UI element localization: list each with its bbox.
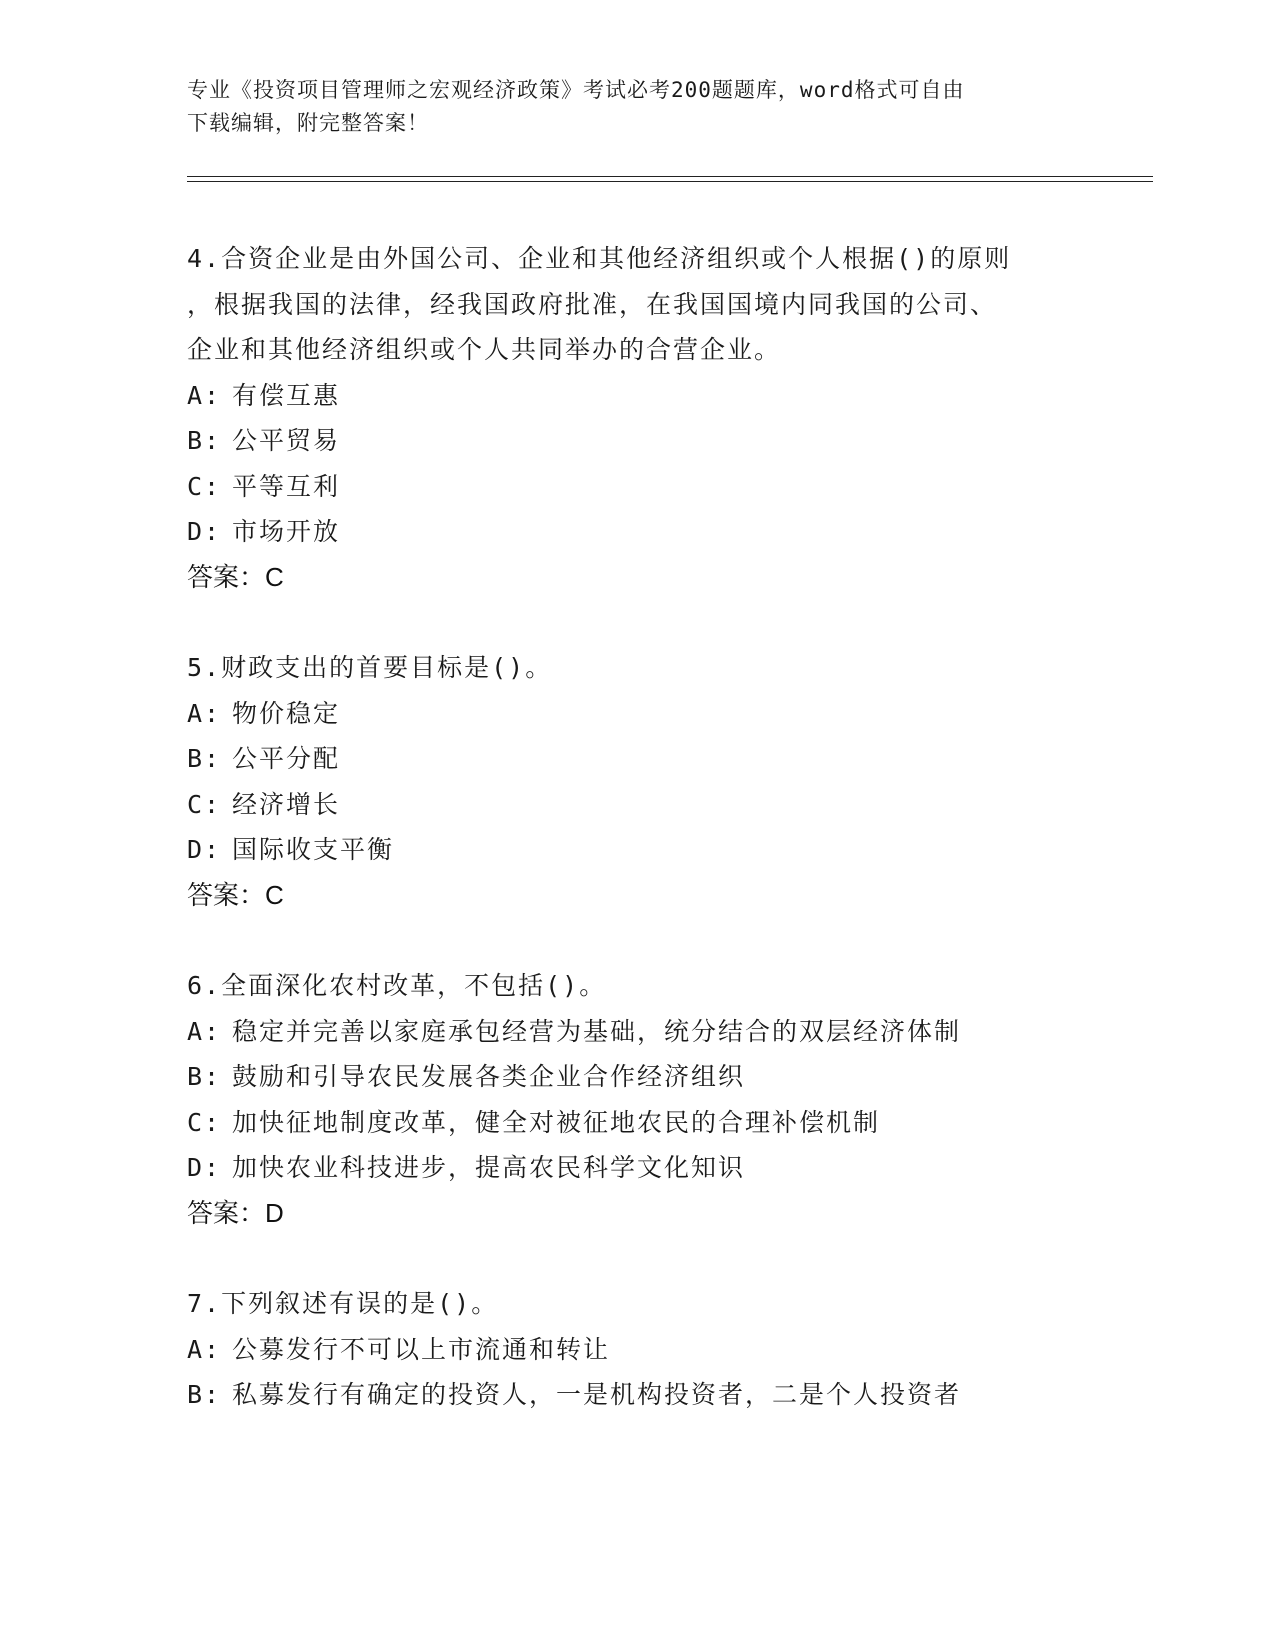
option-b [187,418,1087,464]
question-stem-line: 企业和其他经济组织或个人共同举办的合营企业。 [187,335,782,364]
option-letter: C: [187,789,222,819]
question-stem-line: 6.全面深化农村改革，不包括()。 [187,971,607,1000]
option-letter: D: [187,517,222,546]
option-text: 稳定并完善以家庭承包经营为基础，统分结合的双层经济体制 [232,1016,962,1046]
answer-line: 答案：C [187,879,284,910]
option-text: 经济增长 [232,789,341,819]
option-text: 鼓励和引导农民发展各类企业合作经济组织 [232,1062,746,1091]
option-letter: A: [187,698,222,728]
option-b [187,736,1087,782]
option-text: 市场开放 [232,517,341,546]
option-d [187,827,1087,873]
option-letter: A: [187,380,222,410]
question-stem-line: ，根据我国的法律，经我国政府批准，在我国国境内同我国的公司、 [187,289,998,319]
option-letter: C: [187,1107,222,1137]
option-a [187,1009,1087,1055]
option-text: 平等互利 [232,471,341,501]
question-4 [187,236,1087,600]
option-a [187,373,1087,419]
question-7 [187,1281,1087,1418]
option-letter: B: [187,744,222,773]
question-stem-line: 7.下列叙述有误的是()。 [187,1289,499,1318]
option-letter: C: [187,471,222,501]
option-text: 有偿互惠 [232,380,341,410]
option-c [187,1100,1087,1146]
option-a [187,691,1087,737]
option-a [187,1327,1087,1373]
option-d [187,509,1087,555]
question-stem-line: 4.合资企业是由外国公司、企业和其他经济组织或个人根据()的原则 [187,244,1012,273]
option-text: 公募发行不可以上市流通和转让 [232,1334,611,1364]
option-text: 加快征地制度改革，健全对被征地农民的合理补偿机制 [232,1107,881,1137]
option-text: 公平分配 [232,744,341,773]
option-text: 物价稳定 [232,698,341,728]
option-c [187,464,1087,510]
answer-line: 答案：D [187,1197,284,1228]
option-text: 国际收支平衡 [232,835,395,864]
option-letter: B: [187,426,222,455]
option-text: 加快农业科技进步，提高农民科学文化知识 [232,1153,746,1182]
question-6 [187,963,1087,1236]
document-header [187,74,1067,140]
header-divider-top [187,176,1153,177]
header-divider-bottom [187,181,1153,182]
option-letter: D: [187,835,222,864]
option-letter: A: [187,1334,222,1364]
option-b [187,1054,1087,1100]
question-5 [187,645,1087,918]
option-letter: D: [187,1153,222,1182]
question-list [187,236,1087,1463]
option-letter: B: [187,1380,222,1409]
header-line-1: 专业《投资项目管理师之宏观经济政策》考试必考200题题库，word格式可自由 [187,78,965,102]
option-text: 私募发行有确定的投资人，一是机构投资者，二是个人投资者 [232,1380,962,1409]
option-c [187,782,1087,828]
answer-line: 答案：C [187,561,284,592]
question-stem-line: 5.财政支出的首要目标是()。 [187,653,553,682]
option-letter: A: [187,1016,222,1046]
option-b [187,1372,1087,1418]
option-letter: B: [187,1062,222,1091]
header-line-2: 下载编辑，附完整答案！ [187,111,429,135]
option-d [187,1145,1087,1191]
option-text: 公平贸易 [232,426,341,455]
